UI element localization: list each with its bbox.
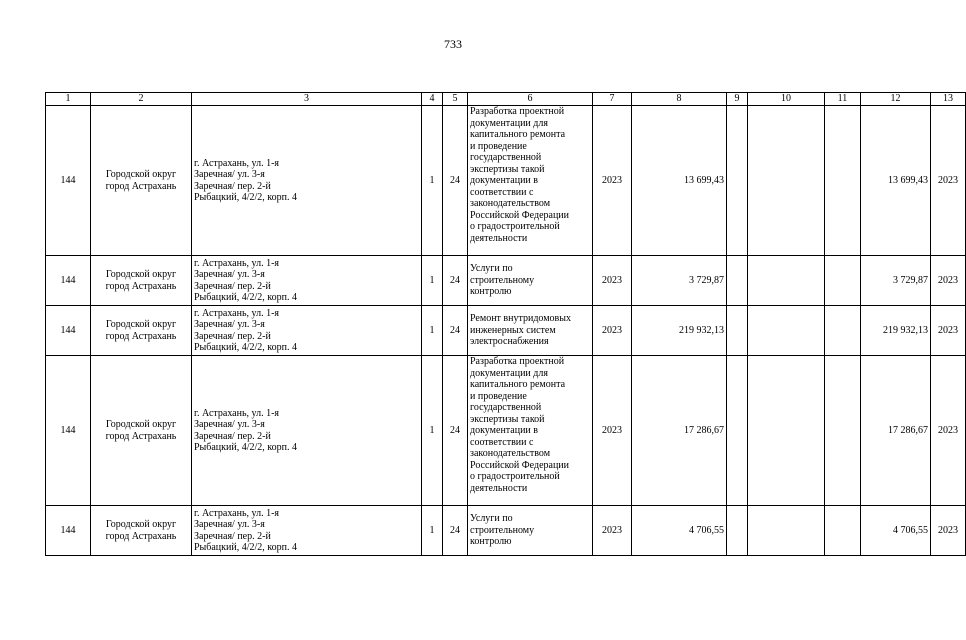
cell-work-type: Разработка проектной документации для капитального ремонта и проведение государственной экспертизы такой документации в соответствии с законодательством Российской Федерации о градостроительной деятельности [468,106,593,256]
cell-col4: 1 [422,106,443,256]
cell-address: г. Астрахань, ул. 1-я Заречная/ ул. 3-я Заречная/ пер. 2-й Рыбацкий, 4/2/2, корп. 4 [192,256,422,306]
cell-year: 2023 [593,506,632,556]
cell-work-type: Услуги по строительному контролю [468,256,593,306]
table-row [46,356,966,506]
column-header-5: 5 [443,93,468,106]
cell-address: г. Астрахань, ул. 1-я Заречная/ ул. 3-я Заречная/ пер. 2-й Рыбацкий, 4/2/2, корп. 4 [192,106,422,256]
column-header-3: 3 [192,93,422,106]
cell-col5: 24 [443,356,468,506]
cell-col13: 2023 [931,356,966,506]
page-number: 733 [444,37,462,51]
cell-col11 [825,306,861,356]
cell-col11 [825,256,861,306]
cell-work-type: Услуги по строительному контролю [468,506,593,556]
cell-number: 144 [46,106,91,256]
cell-col4: 1 [422,356,443,506]
cell-address: г. Астрахань, ул. 1-я Заречная/ ул. 3-я Заречная/ пер. 2-й Рыбацкий, 4/2/2, корп. 4 [192,356,422,506]
table-row [46,106,966,256]
column-header-9: 9 [727,93,748,106]
cell-col9 [727,256,748,306]
cell-cost: 3 729,87 [632,256,727,306]
cell-number: 144 [46,306,91,356]
cell-col12: 4 706,55 [861,506,931,556]
column-header-10: 10 [748,93,825,106]
cell-cost: 219 932,13 [632,306,727,356]
column-header-6: 6 [468,93,593,106]
cell-col12: 17 286,67 [861,356,931,506]
cell-number: 144 [46,506,91,556]
cell-col10 [748,106,825,256]
cell-col11 [825,106,861,256]
cell-col5: 24 [443,256,468,306]
cell-col4: 1 [422,256,443,306]
cell-work-type: Ремонт внутридомовых инженерных систем электроснабжения [468,306,593,356]
cell-number: 144 [46,356,91,506]
cell-year: 2023 [593,306,632,356]
cell-cost: 13 699,43 [632,106,727,256]
cell-col13: 2023 [931,106,966,256]
table-row [46,506,966,556]
cell-cost: 17 286,67 [632,356,727,506]
header-row [46,93,966,106]
cell-cost: 4 706,55 [632,506,727,556]
table-row [46,306,966,356]
cell-col9 [727,506,748,556]
cell-col10 [748,306,825,356]
cell-work-type: Разработка проектной документации для капитального ремонта и проведение государственной экспертизы такой документации в соответствии с законодательством Российской Федерации о градостроительной деятельности [468,356,593,506]
cell-col4: 1 [422,506,443,556]
column-header-13: 13 [931,93,966,106]
cell-year: 2023 [593,356,632,506]
cell-municipality: Городской округ город Астрахань [91,256,192,306]
cell-col11 [825,506,861,556]
column-header-7: 7 [593,93,632,106]
cell-col10 [748,256,825,306]
column-header-1: 1 [46,93,91,106]
cell-municipality: Городской округ город Астрахань [91,106,192,256]
cell-col9 [727,106,748,256]
cell-col9 [727,356,748,506]
column-header-4: 4 [422,93,443,106]
cell-municipality: Городской округ город Астрахань [91,306,192,356]
cell-col5: 24 [443,506,468,556]
cell-address: г. Астрахань, ул. 1-я Заречная/ ул. 3-я Заречная/ пер. 2-й Рыбацкий, 4/2/2, корп. 4 [192,306,422,356]
table-row [46,256,966,306]
column-header-11: 11 [825,93,861,106]
cell-col10 [748,356,825,506]
cell-col9 [727,306,748,356]
cell-col5: 24 [443,306,468,356]
cell-col13: 2023 [931,306,966,356]
cell-municipality: Городской округ город Астрахань [91,356,192,506]
cell-col13: 2023 [931,506,966,556]
cell-col13: 2023 [931,256,966,306]
column-header-12: 12 [861,93,931,106]
table-body [46,106,966,556]
cell-municipality: Городской округ город Астрахань [91,506,192,556]
cell-col12: 3 729,87 [861,256,931,306]
cell-number: 144 [46,256,91,306]
cell-col12: 219 932,13 [861,306,931,356]
cell-address: г. Астрахань, ул. 1-я Заречная/ ул. 3-я Заречная/ пер. 2-й Рыбацкий, 4/2/2, корп. 4 [192,506,422,556]
cell-col12: 13 699,43 [861,106,931,256]
column-header-2: 2 [91,93,192,106]
cell-col5: 24 [443,106,468,256]
cell-col11 [825,356,861,506]
cell-col10 [748,506,825,556]
cell-col4: 1 [422,306,443,356]
column-header-8: 8 [632,93,727,106]
registry-table [45,92,966,556]
cell-year: 2023 [593,256,632,306]
cell-year: 2023 [593,106,632,256]
